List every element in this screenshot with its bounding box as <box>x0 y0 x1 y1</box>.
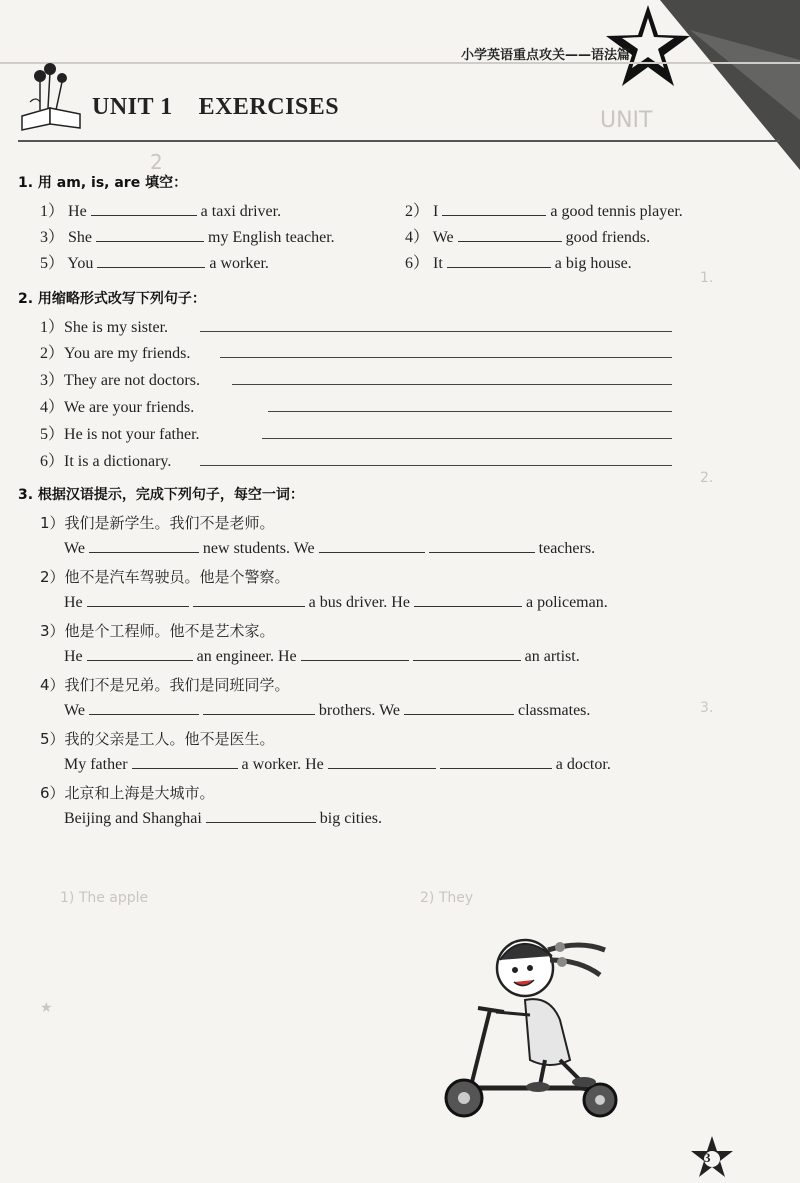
item-prefix: It <box>433 255 443 272</box>
sentence-part: teachers. <box>538 540 596 557</box>
s3-item-2-chinese <box>40 566 290 587</box>
show-through-text: 2 <box>150 150 163 174</box>
chinese-prompt: 他是个工程师。他不是艺术家。 <box>64 622 275 640</box>
item-prefix: You <box>67 255 94 272</box>
item-sentence: She is my sister. <box>64 319 169 336</box>
section-3-heading: 3. 根据汉语提示，完成下列句子，每空一词： <box>18 487 304 503</box>
item-number: 5） <box>40 426 65 443</box>
s2-item-6 <box>40 448 171 471</box>
sentence-part: an artist. <box>524 648 580 665</box>
item-sentence: We are your friends. <box>64 399 195 416</box>
answer-blank[interactable] <box>319 538 425 553</box>
page-number: 3 <box>704 1150 711 1165</box>
unit-title: UNIT 1 EXERCISES <box>92 94 340 120</box>
item-suffix: a big house. <box>554 255 632 272</box>
show-through-text: 2) They <box>420 890 474 906</box>
sentence-part: He <box>64 648 83 665</box>
answer-blank[interactable] <box>87 592 189 607</box>
answer-blank[interactable] <box>96 227 204 242</box>
sentence-part: an engineer. He <box>196 648 297 665</box>
s3-item-6-chinese <box>40 782 215 803</box>
answer-line[interactable] <box>262 438 672 439</box>
show-through-text: ★ <box>40 1000 53 1016</box>
s3-item-4-chinese <box>40 674 290 695</box>
answer-blank[interactable] <box>89 538 199 553</box>
chinese-prompt: 我们是新学生。我们不是老师。 <box>64 514 275 532</box>
item-suffix: a taxi driver. <box>200 203 282 220</box>
header-rule <box>0 62 800 64</box>
sentence-part: a bus driver. He <box>308 594 410 611</box>
item-number: 6） <box>40 784 65 802</box>
s1-item-1 <box>40 198 281 221</box>
item-number: 5） <box>40 255 65 272</box>
s2-item-4 <box>40 394 194 417</box>
item-number: 6） <box>405 255 430 272</box>
item-suffix: good friends. <box>565 229 651 246</box>
show-through-text: 1. <box>700 270 714 286</box>
item-suffix: a good tennis player. <box>550 203 683 220</box>
answer-blank[interactable] <box>447 253 551 268</box>
sentence-part: My father <box>64 756 128 773</box>
answer-blank[interactable] <box>458 227 562 242</box>
item-number: 1） <box>40 514 65 532</box>
answer-line[interactable] <box>200 331 672 332</box>
star-banner-icon <box>600 0 800 170</box>
sentence-part: We <box>64 540 85 557</box>
item-number: 4） <box>40 399 65 416</box>
item-suffix: my English teacher. <box>208 229 335 246</box>
s3-item-4-english <box>64 700 590 720</box>
sentence-part: a doctor. <box>555 756 611 773</box>
answer-line[interactable] <box>200 465 672 466</box>
s3-item-5-english <box>64 754 611 774</box>
item-suffix: a worker. <box>209 255 269 272</box>
answer-blank[interactable] <box>203 700 315 715</box>
sentence-part: a worker. He <box>241 756 324 773</box>
girl-on-scooter-illustration <box>430 920 640 1130</box>
answer-blank[interactable] <box>301 646 409 661</box>
item-number: 2） <box>40 345 65 362</box>
section-1-heading: 1. 用 am, is, are 填空： <box>18 175 188 191</box>
sentence-part: He <box>64 594 83 611</box>
s2-item-2 <box>40 340 190 363</box>
open-book-with-flowers-icon <box>16 60 88 132</box>
chinese-prompt: 他不是汽车驾驶员。他是个警察。 <box>64 568 290 586</box>
answer-blank[interactable] <box>97 253 205 268</box>
section-2-heading: 2. 用缩略形式改写下列句子： <box>18 291 206 307</box>
answer-blank[interactable] <box>328 754 436 769</box>
s3-item-5-chinese <box>40 728 275 749</box>
s2-item-3 <box>40 367 200 390</box>
item-number: 2） <box>405 203 430 220</box>
s3-item-1-english <box>64 538 595 558</box>
answer-blank[interactable] <box>429 538 535 553</box>
s2-item-5 <box>40 421 200 444</box>
s1-item-3 <box>40 224 335 247</box>
show-through-text: UNIT <box>600 108 653 133</box>
answer-blank[interactable] <box>413 646 521 661</box>
item-prefix: She <box>68 229 93 246</box>
answer-line[interactable] <box>220 357 672 358</box>
item-sentence: He is not your father. <box>64 426 200 443</box>
answer-blank[interactable] <box>89 700 199 715</box>
s3-item-6-english <box>64 808 382 828</box>
series-title: 小学英语重点攻关——语法篇 <box>460 48 630 63</box>
item-prefix: We <box>432 229 454 246</box>
s1-item-4 <box>405 224 650 247</box>
chinese-prompt: 北京和上海是大城市。 <box>64 784 215 802</box>
item-number: 4） <box>405 229 430 246</box>
answer-blank[interactable] <box>193 592 305 607</box>
answer-blank[interactable] <box>404 700 514 715</box>
answer-blank[interactable] <box>414 592 522 607</box>
s3-item-2-english <box>64 592 608 612</box>
show-through-text: 1) The apple <box>60 890 149 906</box>
item-number: 4） <box>40 676 65 694</box>
answer-blank[interactable] <box>440 754 552 769</box>
show-through-text: 2. <box>700 470 714 486</box>
s3-item-3-chinese <box>40 620 275 641</box>
item-prefix: He <box>68 203 87 220</box>
answer-blank[interactable] <box>132 754 238 769</box>
show-through-text: 3. <box>700 700 714 716</box>
sentence-part: new students. We <box>202 540 315 557</box>
answer-blank[interactable] <box>91 201 197 216</box>
item-number: 3） <box>40 229 65 246</box>
page-number-star-icon <box>690 1135 734 1179</box>
item-number: 6） <box>40 453 65 470</box>
answer-blank[interactable] <box>206 808 316 823</box>
item-number: 3） <box>40 622 65 640</box>
item-number: 3） <box>40 372 65 389</box>
answer-line[interactable] <box>268 411 672 412</box>
sentence-part: classmates. <box>517 702 591 719</box>
sentence-part: big cities. <box>319 810 382 827</box>
sentence-part: We <box>64 702 85 719</box>
s3-item-3-english <box>64 646 580 666</box>
sentence-part: brothers. We <box>318 702 400 719</box>
item-number: 1） <box>40 203 65 220</box>
item-prefix: I <box>433 203 439 220</box>
chinese-prompt: 我的父亲是工人。他不是医生。 <box>64 730 275 748</box>
s3-item-1-chinese <box>40 512 275 533</box>
item-sentence: It is a dictionary. <box>64 453 172 470</box>
answer-line[interactable] <box>232 384 672 385</box>
s1-item-5 <box>40 250 269 273</box>
chinese-prompt: 我们不是兄弟。我们是同班同学。 <box>64 676 290 694</box>
item-number: 2） <box>40 568 65 586</box>
item-sentence: You are my friends. <box>64 345 191 362</box>
item-sentence: They are not doctors. <box>64 372 200 389</box>
s1-item-2 <box>405 198 683 221</box>
sentence-part: Beijing and Shanghai <box>64 810 202 827</box>
item-number: 1） <box>40 319 65 336</box>
answer-blank[interactable] <box>442 201 546 216</box>
s1-item-6 <box>405 250 632 273</box>
answer-blank[interactable] <box>87 646 193 661</box>
s2-item-1 <box>40 314 168 337</box>
sentence-part: a policeman. <box>525 594 608 611</box>
item-number: 5） <box>40 730 65 748</box>
title-rule <box>18 140 780 142</box>
